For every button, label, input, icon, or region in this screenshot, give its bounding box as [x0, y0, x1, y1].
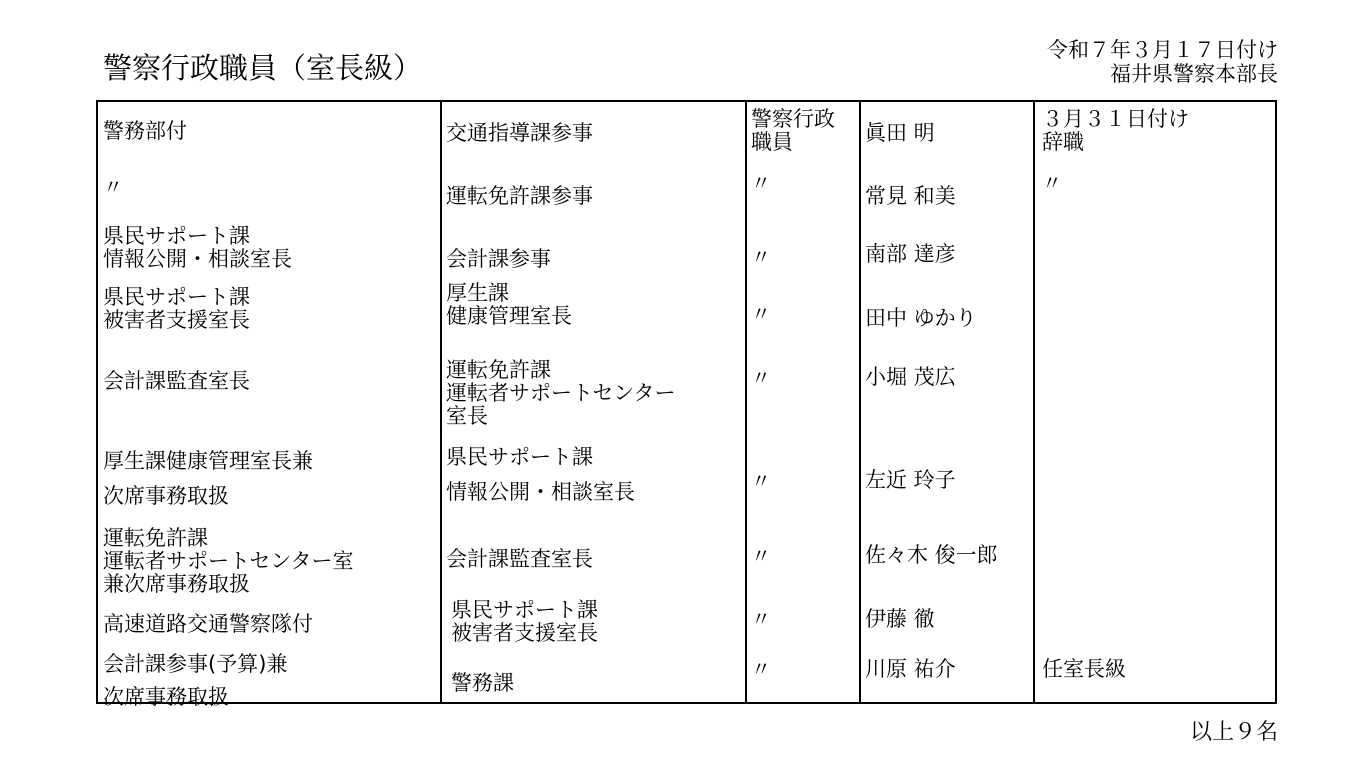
- name-cell: 小堀 茂広: [865, 365, 956, 389]
- note-cell: 〃: [1042, 171, 1062, 195]
- name-cell: 常見 和美: [865, 184, 956, 208]
- rank-cell: 〃: [751, 245, 771, 269]
- new-post-cell: 警務部付: [103, 119, 187, 143]
- new-post-cell: 県民サポート課 情報公開・相談室長: [103, 224, 292, 271]
- old-post-cell: 交通指導課参事: [446, 121, 593, 145]
- column-divider: [745, 102, 747, 702]
- rank-cell: 〃: [751, 366, 771, 390]
- name-cell: 川原 祐介: [865, 657, 956, 681]
- old-post-cell: 運転免許課 運転者サポートセンター 室長: [446, 358, 676, 428]
- rank-cell: 警察行政 職員: [751, 107, 835, 154]
- new-post-cell: 〃: [103, 175, 123, 199]
- column-divider: [859, 102, 861, 702]
- note-cell: 任室長級: [1042, 657, 1126, 681]
- rank-cell: 〃: [751, 171, 771, 195]
- old-post-cell: 運転免許課参事: [446, 184, 593, 208]
- rank-cell: 〃: [751, 469, 771, 493]
- column-divider: [1033, 102, 1035, 702]
- new-post-cell: 運転免許課 運転者サポートセンター室 兼次席事務取扱: [103, 526, 354, 596]
- old-post-cell: 県民サポート課 被害者支援室長: [451, 598, 598, 645]
- issuer: 福井県警察本部長: [1110, 62, 1278, 86]
- rank-cell: 〃: [751, 607, 771, 631]
- old-post-cell: 警務課: [451, 671, 514, 695]
- issue-date: 令和７年３月１７日付け: [1047, 38, 1278, 62]
- total-count: 以上９名: [1189, 720, 1278, 745]
- new-post-cell: 会計課参事(予算)兼 次席事務取扱: [103, 652, 288, 709]
- rank-cell: 〃: [751, 544, 771, 568]
- new-post-cell: 県民サポート課 被害者支援室長: [103, 285, 250, 332]
- name-cell: 佐々木 俊一郎: [865, 543, 998, 567]
- name-cell: 南部 達彦: [865, 242, 956, 266]
- header-block: [1047, 38, 1278, 86]
- rank-cell: 〃: [751, 657, 771, 681]
- personnel-table: [96, 100, 1277, 709]
- name-cell: 伊藤 徹: [865, 607, 935, 631]
- new-post-cell: 高速道路交通警察隊付: [103, 612, 313, 636]
- page-title: 警察行政職員（室長級）: [103, 51, 423, 85]
- old-post-cell: 会計課監査室長: [446, 547, 593, 571]
- old-post-cell: 県民サポート課 情報公開・相談室長: [446, 445, 635, 504]
- new-post-cell: 厚生課健康管理室長兼 次席事務取扱: [103, 449, 313, 508]
- column-divider: [440, 102, 442, 702]
- name-cell: 田中 ゆかり: [865, 306, 977, 330]
- rank-cell: 〃: [751, 302, 771, 326]
- name-cell: 眞田 明: [865, 121, 935, 145]
- name-cell: 左近 玲子: [865, 468, 956, 492]
- note-cell: ３月３１日付け 辞職: [1042, 107, 1189, 154]
- old-post-cell: 厚生課 健康管理室長: [446, 281, 572, 328]
- new-post-cell: 会計課監査室長: [103, 369, 250, 393]
- old-post-cell: 会計課参事: [446, 247, 551, 271]
